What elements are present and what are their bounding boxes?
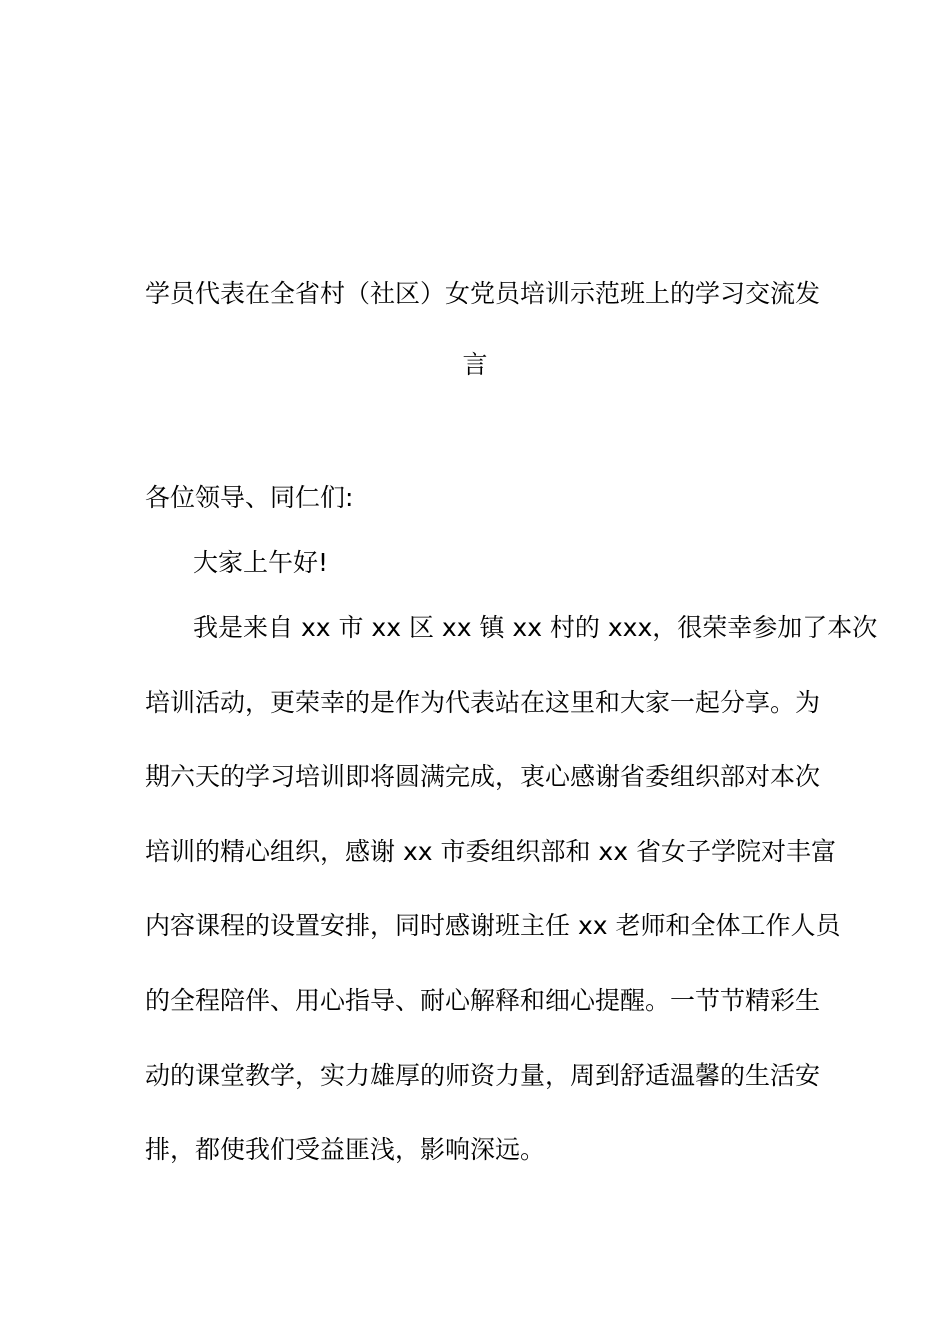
paragraph-line: 期六天的学习培训即将圆满完成，衷心感谢省委组织部对本次: [145, 762, 821, 792]
body-paragraph: [145, 610, 878, 1207]
salutation: 各位领导、同仁们:: [145, 483, 354, 512]
paragraph-line: 我是来自 xx 市 xx 区 xx 镇 xx 村的 xxx，很荣幸参加了本次: [193, 613, 878, 642]
paragraph-line: 动的课堂教学，实力雄厚的师资力量，周到舒适温馨的生活安: [145, 1060, 821, 1090]
document-title-line-2: 言: [462, 350, 488, 379]
paragraph-line: 内容课程的设置安排，同时感谢班主任 xx 老师和全体工作人员: [145, 911, 841, 941]
paragraph-line: 的全程陪伴、用心指导、耐心解释和细心提醒。一节节精彩生: [145, 985, 821, 1015]
paragraph-line: 排，都使我们受益匪浅，影响深远。: [145, 1135, 546, 1165]
document-title-line-1: 学员代表在全省村（社区）女党员培训示范班上的学习交流发: [145, 279, 821, 308]
greeting: 大家上午好!: [193, 548, 329, 577]
paragraph-line: 培训活动，更荣幸的是作为代表站在这里和大家一起分享。为: [145, 687, 821, 717]
paragraph-line: 培训的精心组织，感谢 xx 市委组织部和 xx 省女子学院对丰富: [145, 836, 836, 866]
